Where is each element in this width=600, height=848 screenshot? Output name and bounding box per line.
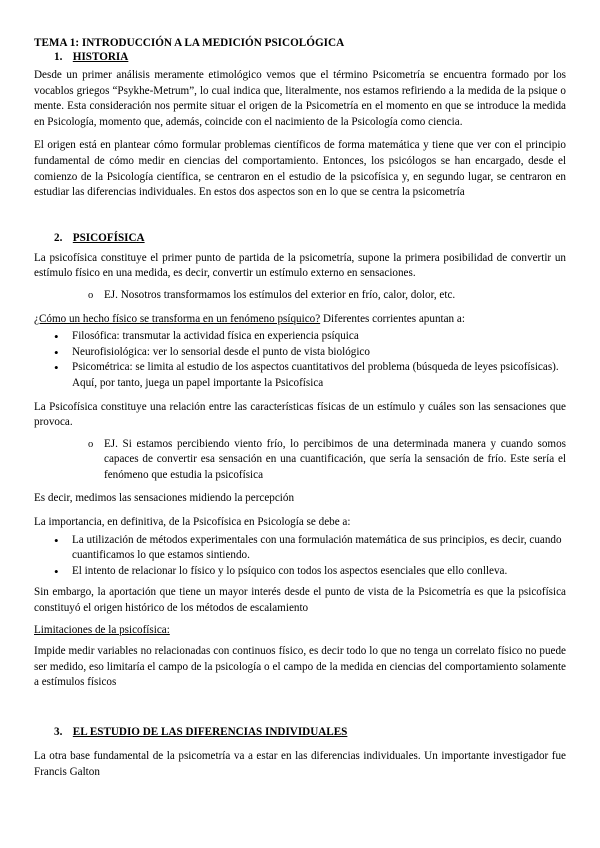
question-tail: Diferentes corrientes apuntan a: [320, 312, 465, 325]
paragraph: La Psicofísica constituye una relación entre las características físicas de un estímulo y cuáles son las sensaciones que provoca. [34, 400, 566, 429]
list-item: • Psicométrica: se limita al estudio de los aspectos cuantitativos del problema (búsqueda de leyes psicofísicas). Aquí, por tanto, juega un papel importante la Psicofísica [54, 360, 566, 391]
section-number: 2. [54, 231, 63, 244]
paragraph: Impide medir variables no relacionadas con continuos físico, es decir todo lo que no tenga un correlato físico no puede ser medido, eso limitaría el campo de la psicología o el campo de la medida en ciencias del comportamiento solamente a estímulos físicos [34, 645, 566, 689]
list-item: • La utilización de métodos experimentales con una formulación matemática de sus principios, es decir, cuando cuantificamos lo que estamos sintiendo. [54, 533, 566, 564]
question-paragraph [34, 312, 566, 328]
paragraph: El origen está en plantear cómo formular problemas científicos de forma matemática y tiene que ver con el principio fundamental de cómo medir en ciencias del comportamiento. Entonces, los psicólogos se han encargado, desde el comienzo de la Psicología científica, se centraron en el estudio de la psicofísica y, en segundo lugar, se centraron en estudiar las diferencias individuales. En estos dos aspectos son en lo que se centra la psicometría [34, 139, 566, 199]
document-title: TEMA 1: INTRODUCCIÓN A LA MEDICIÓN PSICOLÓGICA [34, 37, 345, 49]
subheading-limitaciones: Limitaciones de la psicofísica: [34, 623, 170, 636]
section-number: 3. [54, 726, 63, 738]
paragraph: Desde un primer análisis meramente etimológico vemos que el término Psicometría se encuentra formado por los vocablos griegos “Psykhe-Metrum”, lo cual indica que, literalmente, nos estamos refiriendo a la medida de la psique o mente. Esta consideración nos permite situar el origen de la Psicometría en el momento en que se introduce la medida en Psicología, momento que, además, coincide con el nacimiento de la Psicología como ciencia. [34, 69, 566, 128]
section-heading-psicofisica [54, 231, 566, 245]
list-item: • El intento de relacionar lo físico y lo psíquico con todos los aspectos esenciales que ello conlleva. [54, 564, 566, 580]
section-heading-historia [54, 50, 566, 64]
paragraph: Sin embargo, la aportación que tiene un mayor interés desde el punto de vista de la Psicometría es que la psicofísica constituyó el origen histórico de los métodos de escalamiento [34, 586, 566, 615]
example-list [34, 437, 566, 484]
section-heading-diferencias [54, 725, 566, 739]
section-title: PSICOFÍSICA [72, 231, 145, 244]
paragraph: La psicofísica constituye el primer punto de partida de la psicometría, supone la primera posibilidad de convertir un estímulo físico en una medida, es decir, convertir un estímulo externo en sensaciones. [34, 251, 566, 280]
section-number: 1. [54, 51, 63, 63]
list-item: o EJ. Si estamos percibiendo viento frío, lo percibimos de una determinada manera y cuando somos capaces de convertir esa sensación en una cuantificación, que sería la sensación de frío. Este sería el fenómeno que estudia la psicofísica [88, 437, 566, 484]
example-list [34, 288, 566, 304]
section-title: HISTORIA [72, 51, 129, 63]
importance-list [34, 533, 566, 580]
paragraph: La otra base fundamental de la psicometría va a estar en las diferencias individuales. Un importante investigador fue Francis Galton [34, 750, 566, 778]
list-item: • Neurofisiológica: ver lo sensorial desde el punto de vista biológico [54, 345, 566, 361]
section-title: EL ESTUDIO DE LAS DIFERENCIAS INDIVIDUALES [72, 726, 348, 738]
question-text: ¿Cómo un hecho físico se transforma en un fenómeno psíquico? [34, 312, 321, 325]
list-item: o EJ. Nosotros transformamos los estímulos del exterior en frío, calor, dolor, etc. [88, 288, 566, 304]
paragraph: La importancia, en definitiva, de la Psicofísica en Psicología se debe a: [34, 516, 351, 529]
currents-list [34, 329, 566, 391]
list-item: • Filosófica: transmutar la actividad física en experiencia psíquica [54, 329, 566, 345]
paragraph: Es decir, medimos las sensaciones midiendo la percepción [34, 492, 295, 505]
